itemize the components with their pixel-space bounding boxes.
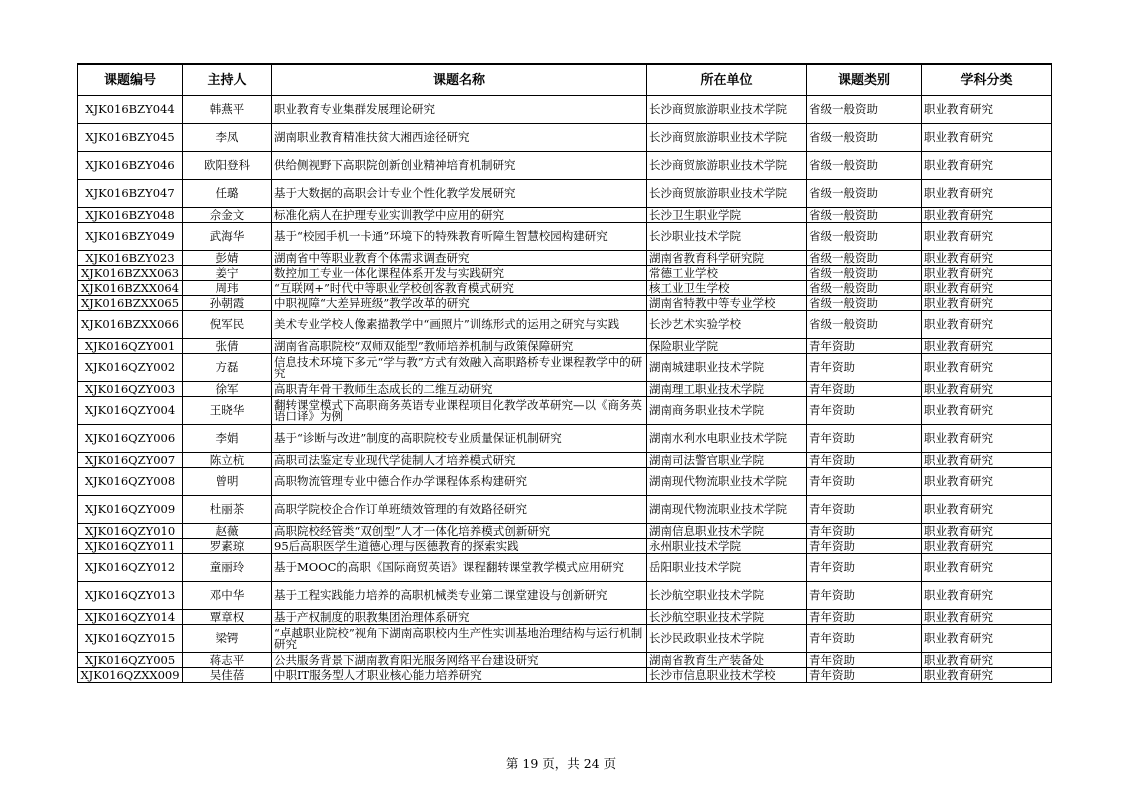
cell-host: 周玮	[183, 281, 272, 296]
cell-unit: 永州职业技术学院	[647, 539, 807, 554]
cell-project-name: 基于大数据的高职会计专业个性化教学发展研究	[272, 180, 647, 208]
cell-host: 王晓华	[183, 397, 272, 425]
table-row	[78, 453, 1052, 468]
cell-category: 省级一般资助	[807, 281, 922, 296]
table-row	[78, 152, 1052, 180]
cell-project-name: 基于产权制度的职教集团治理体系研究	[272, 610, 647, 625]
cell-subject: 职业教育研究	[922, 382, 1052, 397]
cell-project-name: 基于“校园手机一卡通”环境下的特殊教育听障生智慧校园构建研究	[272, 223, 647, 251]
cell-project-id: XJK016BZY023	[78, 251, 183, 266]
table-row	[78, 468, 1052, 496]
cell-subject: 职业教育研究	[922, 668, 1052, 683]
cell-subject: 职业教育研究	[922, 208, 1052, 223]
cell-subject: 职业教育研究	[922, 625, 1052, 653]
cell-project-id: XJK016BZXX063	[78, 266, 183, 281]
cell-project-id: XJK016BZXX066	[78, 311, 183, 339]
page-number: 第 19 页，共 24 页	[505, 756, 617, 771]
table-row	[78, 223, 1052, 251]
cell-category: 省级一般资助	[807, 152, 922, 180]
cell-subject: 职业教育研究	[922, 610, 1052, 625]
table-row	[78, 397, 1052, 425]
project-table	[77, 63, 1052, 683]
cell-project-id: XJK016BZXX064	[78, 281, 183, 296]
cell-unit: 湖南理工职业技术学院	[647, 382, 807, 397]
cell-unit: 湖南司法警官职业学院	[647, 453, 807, 468]
cell-unit: 湖南现代物流职业技术学院	[647, 468, 807, 496]
table-row	[78, 582, 1052, 610]
cell-project-id: XJK016QZY008	[78, 468, 183, 496]
cell-project-name: 基于工程实践能力培养的高职机械类专业第二课堂建设与创新研究	[272, 582, 647, 610]
cell-project-id: XJK016QZY001	[78, 339, 183, 354]
cell-subject: 职业教育研究	[922, 311, 1052, 339]
cell-subject: 职业教育研究	[922, 397, 1052, 425]
table-row	[78, 524, 1052, 539]
cell-project-name: 湖南职业教育精准扶贫大湘西途径研究	[272, 124, 647, 152]
cell-unit: 湖南商务职业技术学院	[647, 397, 807, 425]
cell-category: 省级一般资助	[807, 266, 922, 281]
cell-unit: 长沙商贸旅游职业技术学院	[647, 124, 807, 152]
cell-project-id: XJK016BZY047	[78, 180, 183, 208]
table-row	[78, 496, 1052, 524]
cell-unit: 保险职业学院	[647, 339, 807, 354]
cell-project-id: XJK016BZY046	[78, 152, 183, 180]
cell-host: 覃章权	[183, 610, 272, 625]
cell-host: 李娟	[183, 425, 272, 453]
table-row	[78, 251, 1052, 266]
cell-subject: 职业教育研究	[922, 266, 1052, 281]
cell-host: 徐军	[183, 382, 272, 397]
cell-project-name: 中职视障“大差异班级”教学改革的研究	[272, 296, 647, 311]
cell-category: 省级一般资助	[807, 124, 922, 152]
cell-host: 张倩	[183, 339, 272, 354]
cell-project-name: 湖南省中等职业教育个体需求调查研究	[272, 251, 647, 266]
cell-project-id: XJK016QZY002	[78, 354, 183, 382]
cell-project-name: 高职学院校企合作订单班绩效管理的有效路径研究	[272, 496, 647, 524]
cell-unit: 核工业卫生学校	[647, 281, 807, 296]
cell-category: 省级一般资助	[807, 96, 922, 124]
cell-host: 曾明	[183, 468, 272, 496]
cell-project-name: 高职物流管理专业中德合作办学课程体系构建研究	[272, 468, 647, 496]
cell-project-id: XJK016BZY044	[78, 96, 183, 124]
cell-subject: 职业教育研究	[922, 653, 1052, 668]
cell-host: 任璐	[183, 180, 272, 208]
cell-category: 青年资助	[807, 453, 922, 468]
cell-host: 吴佳蓓	[183, 668, 272, 683]
table-row	[78, 382, 1052, 397]
cell-subject: 职业教育研究	[922, 496, 1052, 524]
cell-subject: 职业教育研究	[922, 251, 1052, 266]
cell-project-id: XJK016QZY014	[78, 610, 183, 625]
cell-category: 青年资助	[807, 653, 922, 668]
cell-unit: 常德工业学校	[647, 266, 807, 281]
table-row	[78, 554, 1052, 582]
cell-unit: 湖南省特教中等专业学校	[647, 296, 807, 311]
cell-category: 省级一般资助	[807, 223, 922, 251]
table-body	[78, 96, 1052, 683]
cell-subject: 职业教育研究	[922, 152, 1052, 180]
cell-unit: 湖南水利水电职业技术学院	[647, 425, 807, 453]
cell-subject: 职业教育研究	[922, 180, 1052, 208]
cell-unit: 长沙航空职业技术学院	[647, 610, 807, 625]
cell-subject: 职业教育研究	[922, 296, 1052, 311]
cell-host: 韩燕平	[183, 96, 272, 124]
table-row	[78, 668, 1052, 683]
cell-category: 青年资助	[807, 539, 922, 554]
table-row	[78, 425, 1052, 453]
cell-unit: 湖南现代物流职业技术学院	[647, 496, 807, 524]
cell-project-id: XJK016QZY006	[78, 425, 183, 453]
cell-project-name: 湖南省高职院校“双师双能型”教师培养机制与政策保障研究	[272, 339, 647, 354]
cell-project-name: “卓越职业院校”视角下湖南高职校内生产性实训基地治理结构与运行机制研究	[272, 625, 647, 653]
cell-project-name: 基于“诊断与改进”制度的高职院校专业质量保证机制研究	[272, 425, 647, 453]
table-row	[78, 625, 1052, 653]
cell-category: 省级一般资助	[807, 296, 922, 311]
cell-unit: 长沙商贸旅游职业技术学院	[647, 96, 807, 124]
cell-category: 青年资助	[807, 354, 922, 382]
table-row	[78, 180, 1052, 208]
cell-project-id: XJK016QZY003	[78, 382, 183, 397]
table-header-row	[78, 64, 1052, 96]
cell-host: 罗素琼	[183, 539, 272, 554]
cell-subject: 职业教育研究	[922, 453, 1052, 468]
cell-project-id: XJK016BZY049	[78, 223, 183, 251]
cell-project-name: 95后高职医学生道德心理与医德教育的探索实践	[272, 539, 647, 554]
cell-host: 孙朝霞	[183, 296, 272, 311]
cell-unit: 长沙商贸旅游职业技术学院	[647, 152, 807, 180]
cell-project-id: XJK016BZY045	[78, 124, 183, 152]
cell-category: 青年资助	[807, 668, 922, 683]
cell-project-id: XJK016QZY005	[78, 653, 183, 668]
cell-project-id: XJK016QZY007	[78, 453, 183, 468]
cell-project-name: 高职青年骨干教师生态成长的二维互动研究	[272, 382, 647, 397]
cell-category: 青年资助	[807, 582, 922, 610]
cell-project-name: 信息技术环境下多元“学与教”方式有效融入高职路桥专业课程教学中的研究	[272, 354, 647, 382]
header-project-name: 课题名称	[272, 64, 647, 96]
cell-project-id: XJK016QZY011	[78, 539, 183, 554]
table-row	[78, 208, 1052, 223]
table-row	[78, 653, 1052, 668]
cell-project-name: 供给侧视野下高职院创新创业精神培育机制研究	[272, 152, 647, 180]
cell-host: 蒋志平	[183, 653, 272, 668]
cell-host: 梁锷	[183, 625, 272, 653]
cell-subject: 职业教育研究	[922, 582, 1052, 610]
cell-project-name: “互联网+”时代中等职业学校创客教育模式研究	[272, 281, 647, 296]
header-category: 课题类别	[807, 64, 922, 96]
cell-project-id: XJK016BZXX065	[78, 296, 183, 311]
cell-unit: 长沙航空职业技术学院	[647, 582, 807, 610]
cell-category: 青年资助	[807, 625, 922, 653]
cell-project-id: XJK016QZY010	[78, 524, 183, 539]
cell-unit: 湖南省教育生产装备处	[647, 653, 807, 668]
cell-subject: 职业教育研究	[922, 468, 1052, 496]
cell-host: 倪军民	[183, 311, 272, 339]
cell-project-id: XJK016QZY004	[78, 397, 183, 425]
cell-project-name: 基于MOOC的高职《国际商贸英语》课程翻转课堂教学模式应用研究	[272, 554, 647, 582]
cell-subject: 职业教育研究	[922, 96, 1052, 124]
cell-category: 青年资助	[807, 524, 922, 539]
cell-host: 方磊	[183, 354, 272, 382]
cell-unit: 长沙民政职业技术学院	[647, 625, 807, 653]
cell-project-name: 翻转课堂模式下高职商务英语专业课程项目化教学改革研究—以《商务英语口译》为例	[272, 397, 647, 425]
cell-category: 青年资助	[807, 397, 922, 425]
cell-category: 青年资助	[807, 339, 922, 354]
cell-unit: 湖南城建职业技术学院	[647, 354, 807, 382]
cell-subject: 职业教育研究	[922, 554, 1052, 582]
table-row	[78, 311, 1052, 339]
header-project-id: 课题编号	[78, 64, 183, 96]
cell-host: 陈立杭	[183, 453, 272, 468]
cell-project-id: XJK016QZY015	[78, 625, 183, 653]
cell-project-name: 高职司法鉴定专业现代学徒制人才培养模式研究	[272, 453, 647, 468]
cell-host: 欧阳登科	[183, 152, 272, 180]
cell-category: 青年资助	[807, 468, 922, 496]
table-row	[78, 339, 1052, 354]
table-row	[78, 296, 1052, 311]
cell-project-name: 标准化病人在护理专业实训教学中应用的研究	[272, 208, 647, 223]
cell-host: 姜宁	[183, 266, 272, 281]
cell-project-name: 中职IT服务型人才职业核心能力培养研究	[272, 668, 647, 683]
table-row	[78, 266, 1052, 281]
header-subject: 学科分类	[922, 64, 1052, 96]
cell-project-name: 数控加工专业一体化课程体系开发与实践研究	[272, 266, 647, 281]
cell-category: 省级一般资助	[807, 311, 922, 339]
table-row	[78, 354, 1052, 382]
cell-host: 邓中华	[183, 582, 272, 610]
table-row	[78, 124, 1052, 152]
cell-project-id: XJK016QZY012	[78, 554, 183, 582]
cell-project-name: 高职院校经管类“双创型”人才一体化培养模式创新研究	[272, 524, 647, 539]
cell-project-id: XJK016QZY013	[78, 582, 183, 610]
cell-subject: 职业教育研究	[922, 281, 1052, 296]
cell-unit: 长沙卫生职业学院	[647, 208, 807, 223]
cell-host: 李凤	[183, 124, 272, 152]
cell-unit: 湖南信息职业技术学院	[647, 524, 807, 539]
cell-subject: 职业教育研究	[922, 339, 1052, 354]
table-row	[78, 610, 1052, 625]
cell-unit: 长沙职业技术学院	[647, 223, 807, 251]
cell-unit: 长沙市信息职业技术学校	[647, 668, 807, 683]
cell-category: 省级一般资助	[807, 208, 922, 223]
cell-subject: 职业教育研究	[922, 539, 1052, 554]
table-row	[78, 96, 1052, 124]
cell-project-name: 美术专业学校人像素描教学中“画照片”训练形式的运用之研究与实践	[272, 311, 647, 339]
cell-host: 赵薇	[183, 524, 272, 539]
cell-category: 青年资助	[807, 425, 922, 453]
cell-subject: 职业教育研究	[922, 524, 1052, 539]
cell-project-id: XJK016BZY048	[78, 208, 183, 223]
cell-unit: 岳阳职业技术学院	[647, 554, 807, 582]
cell-host: 彭婧	[183, 251, 272, 266]
cell-subject: 职业教育研究	[922, 223, 1052, 251]
cell-category: 青年资助	[807, 610, 922, 625]
cell-host: 武海华	[183, 223, 272, 251]
cell-category: 省级一般资助	[807, 251, 922, 266]
table-row	[78, 281, 1052, 296]
cell-project-name: 职业教育专业集群发展理论研究	[272, 96, 647, 124]
table-row	[78, 539, 1052, 554]
cell-project-id: XJK016QZY009	[78, 496, 183, 524]
cell-unit: 长沙艺术实验学校	[647, 311, 807, 339]
cell-host: 杜丽茶	[183, 496, 272, 524]
cell-unit: 长沙商贸旅游职业技术学院	[647, 180, 807, 208]
header-unit: 所在单位	[647, 64, 807, 96]
cell-subject: 职业教育研究	[922, 354, 1052, 382]
cell-category: 青年资助	[807, 554, 922, 582]
cell-host: 佘金文	[183, 208, 272, 223]
cell-unit: 湖南省教育科学研究院	[647, 251, 807, 266]
cell-project-id: XJK016QZXX009	[78, 668, 183, 683]
cell-project-name: 公共服务背景下湖南教育阳光服务网络平台建设研究	[272, 653, 647, 668]
cell-category: 青年资助	[807, 496, 922, 524]
cell-host: 童丽玲	[183, 554, 272, 582]
header-host: 主持人	[183, 64, 272, 96]
cell-subject: 职业教育研究	[922, 425, 1052, 453]
cell-category: 省级一般资助	[807, 180, 922, 208]
cell-category: 青年资助	[807, 382, 922, 397]
cell-subject: 职业教育研究	[922, 124, 1052, 152]
